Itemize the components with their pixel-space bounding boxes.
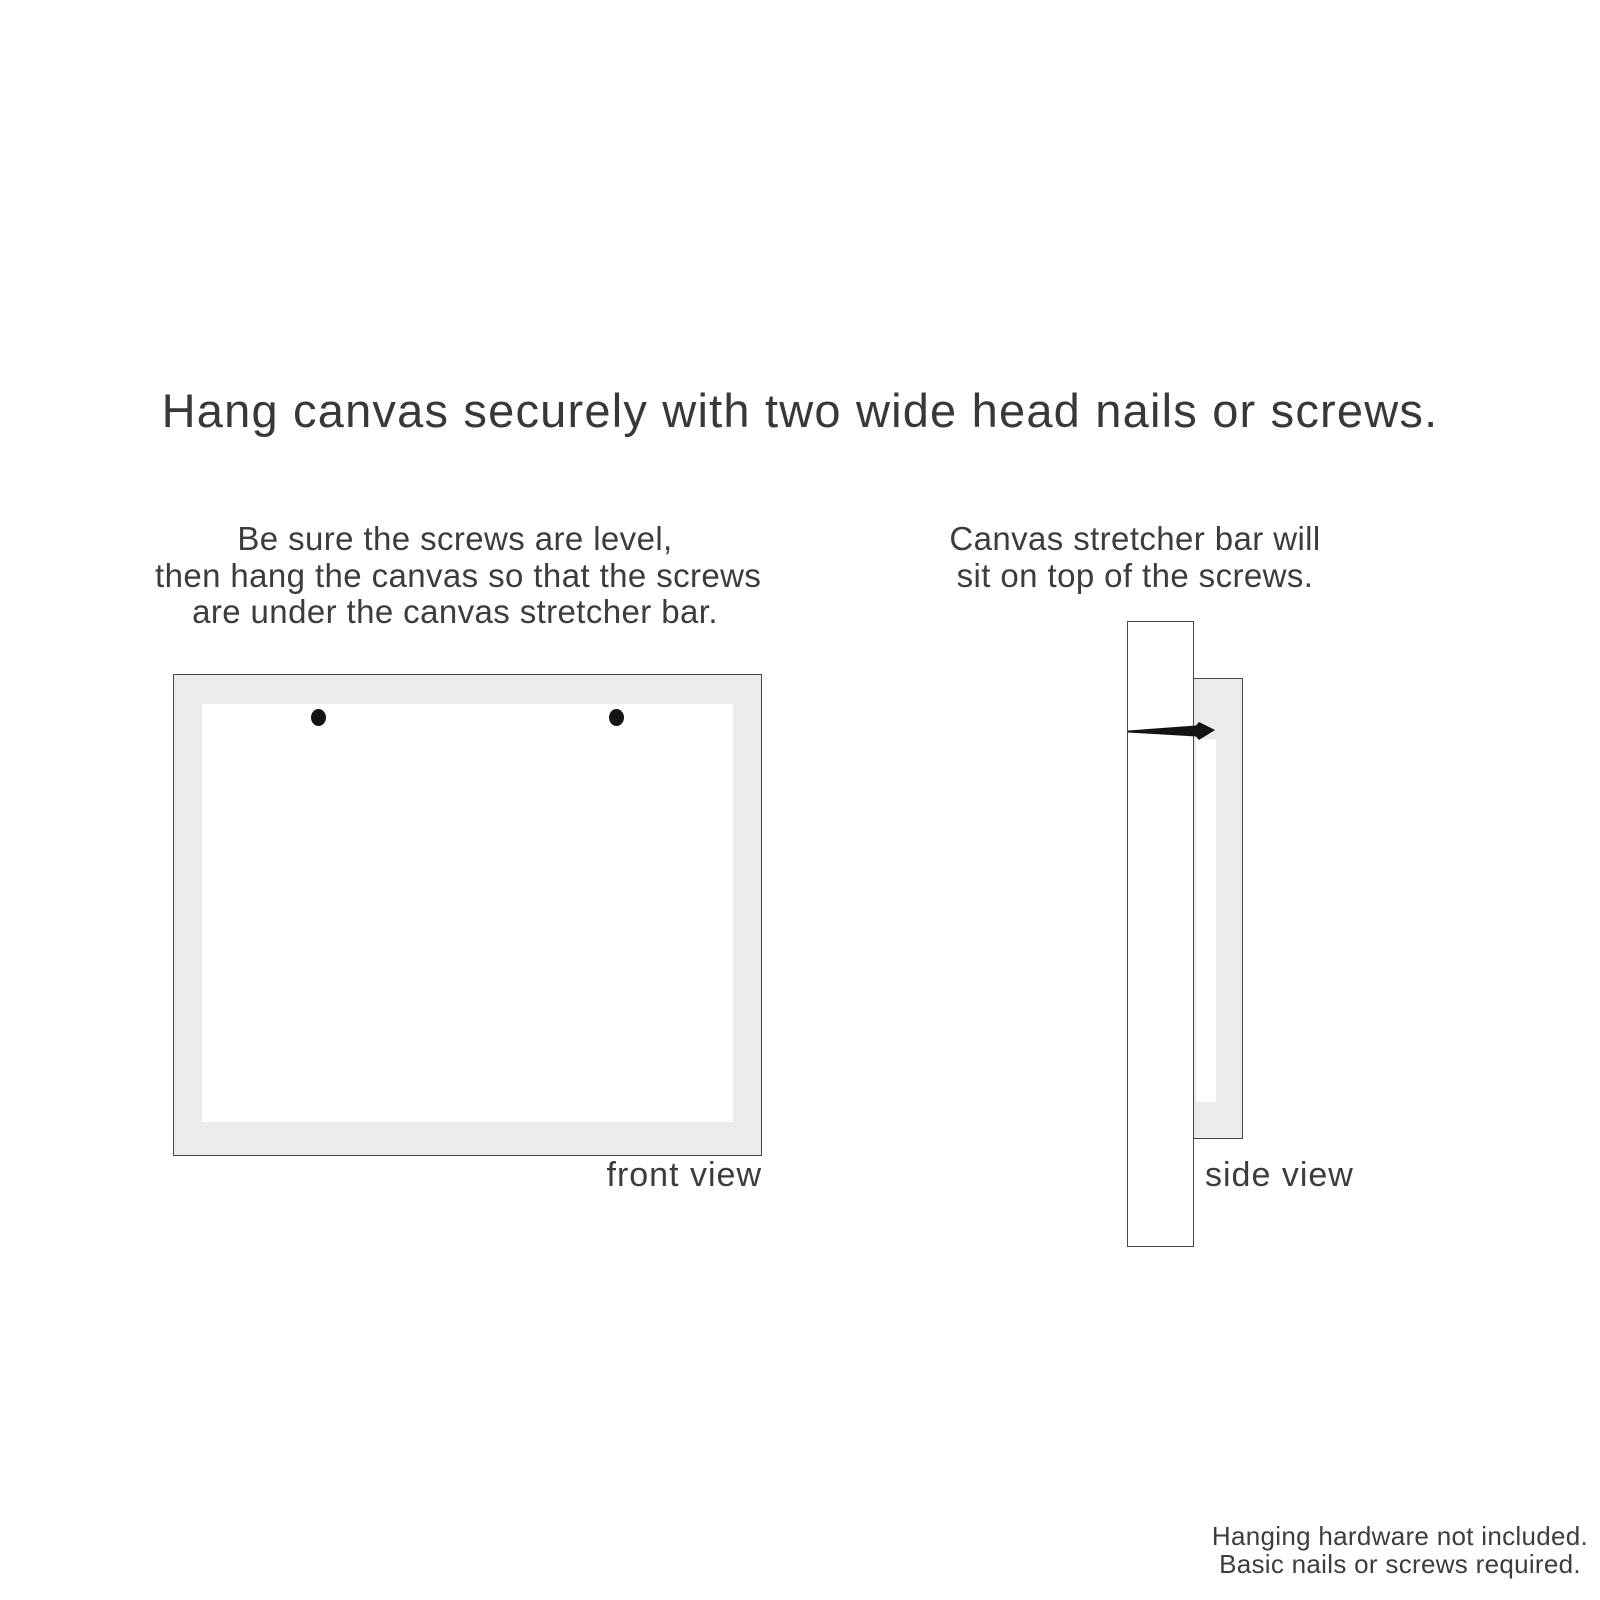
side-view-label: side view bbox=[1205, 1156, 1354, 1194]
front-view-label: front view bbox=[606, 1156, 762, 1194]
canvas-wall-gap bbox=[1196, 739, 1216, 1102]
hardware-note-line-2: Basic nails or screws required. bbox=[1219, 1548, 1581, 1579]
hardware-note-line-1: Hanging hardware not included. bbox=[1211, 1521, 1589, 1551]
canvas-front-face bbox=[202, 704, 733, 1122]
front-view-caption-line-2: then hang the canvas so that the screws bbox=[155, 556, 762, 594]
front-view-caption-line-3: are under the canvas stretcher bar. bbox=[192, 593, 718, 630]
screw-left-icon bbox=[311, 709, 326, 726]
side-view-caption-line-1: Canvas stretcher bar will bbox=[949, 520, 1321, 557]
wall-side-profile bbox=[1127, 621, 1194, 1247]
side-view-caption-line-2: sit on top of the screws. bbox=[956, 556, 1314, 594]
side-view-caption bbox=[935, 521, 1335, 594]
hardware-note bbox=[1180, 1523, 1600, 1578]
front-view-caption-line-1: Be sure the screws are level, bbox=[237, 520, 673, 557]
front-view-diagram bbox=[173, 674, 762, 1156]
nail-icon bbox=[1125, 719, 1219, 743]
front-view-caption bbox=[155, 520, 762, 631]
page-title: Hang canvas securely with two wide head nails or screws. bbox=[161, 384, 1439, 437]
screw-right-icon bbox=[609, 709, 624, 726]
